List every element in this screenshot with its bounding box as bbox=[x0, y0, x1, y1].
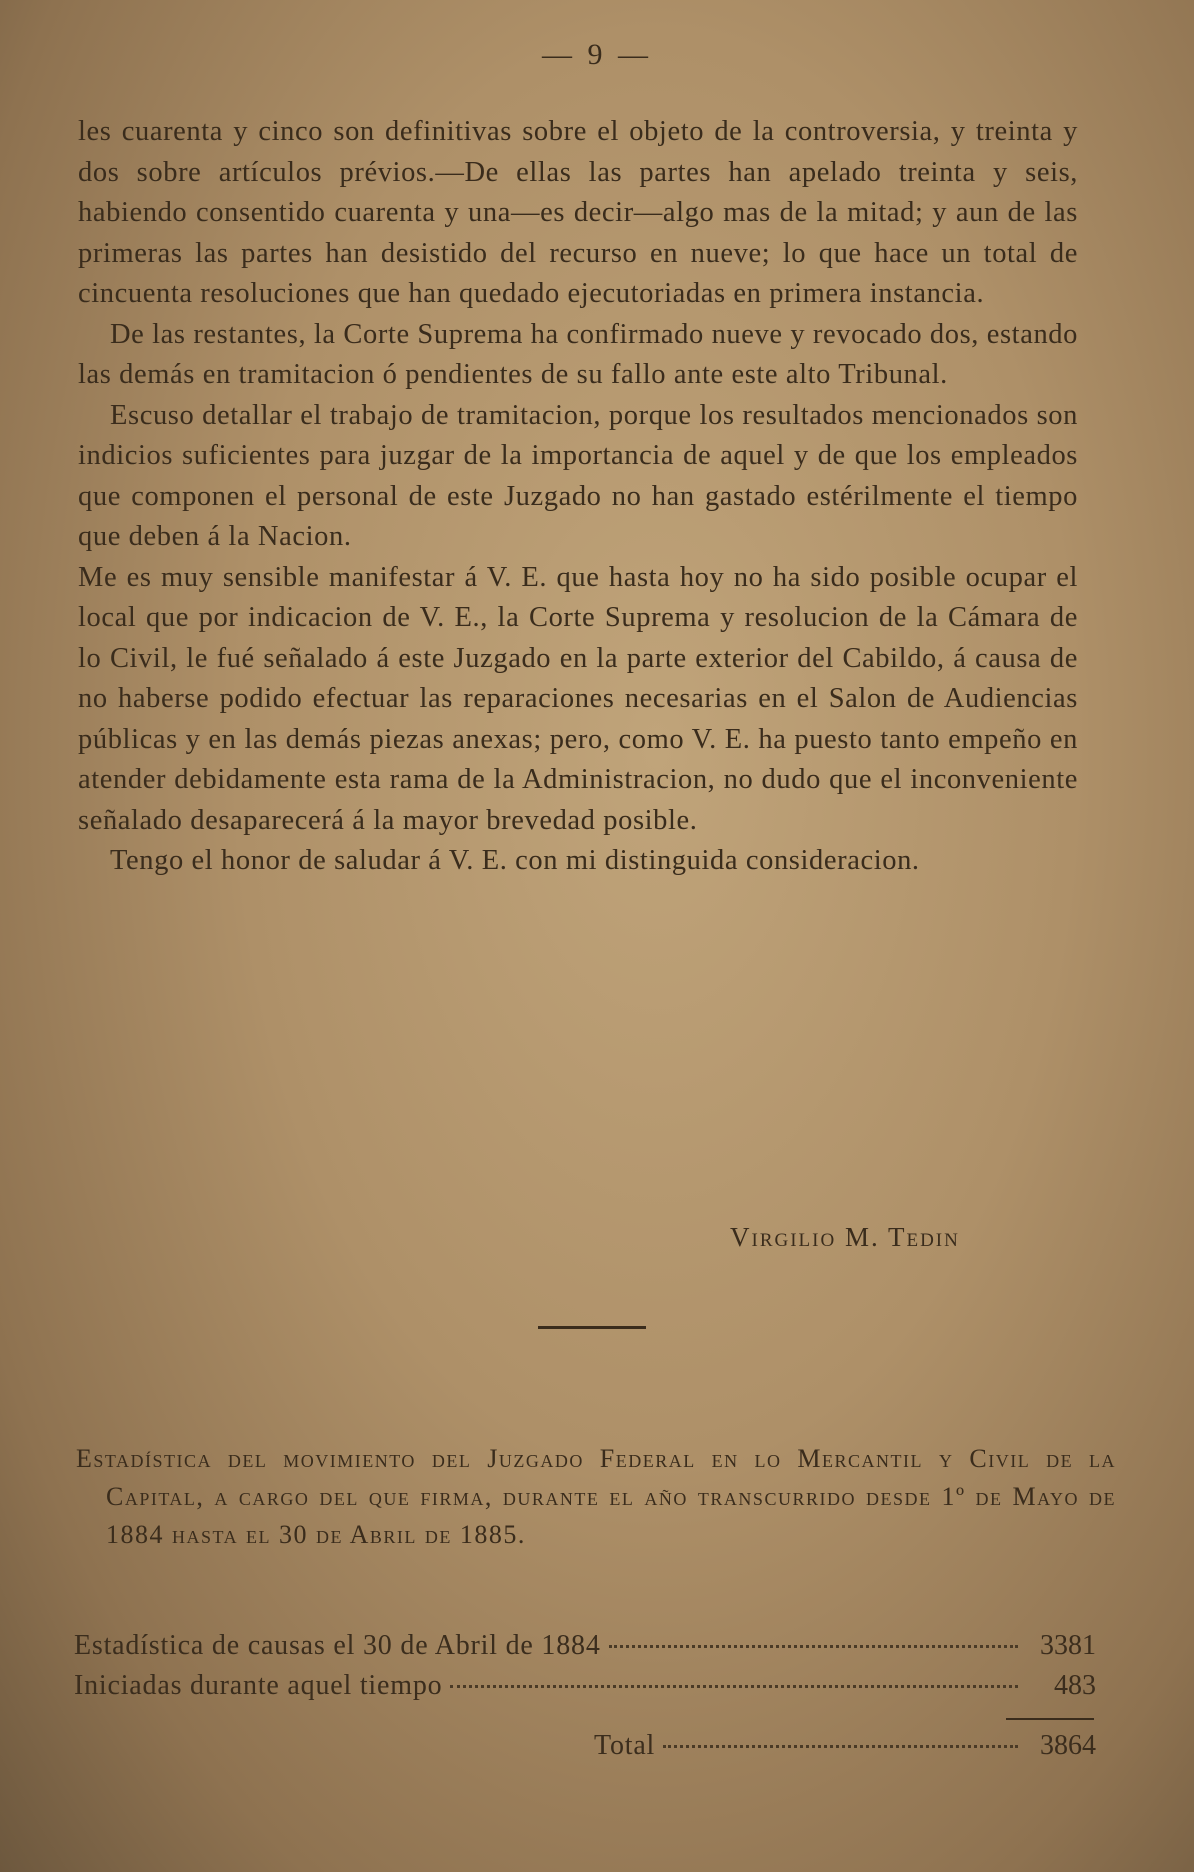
statistics-table bbox=[74, 1630, 1096, 1780]
statistics-row-label: Estadística de causas el 30 de Abril de 1884 bbox=[74, 1630, 601, 1661]
sum-rule bbox=[1006, 1718, 1094, 1720]
statistics-heading: Estadística del movimiento del Juzgado Federal en lo Mercantil y Civil de la Capital, a cargo del que firma, durante el año transcurrido desde 1º de Mayo de 1884 hasta el 30 de Abril de 1885. bbox=[76, 1444, 1116, 1549]
paragraph: Escuso detallar el trabajo de tramitacion, porque los resultados mencionados son indicios suficientes para juzgar de la importancia de aquel y de que los empleados que componen el personal de este Juzgado no han gastado estérilmente el tiempo que deben á la Nacion. bbox=[78, 399, 1078, 552]
statistics-row bbox=[74, 1630, 1096, 1670]
statistics-row-value: 483 bbox=[1054, 1670, 1096, 1701]
paragraph: Tengo el honor de saludar á V. E. con mi distinguida consideracion. bbox=[110, 845, 920, 876]
statistics-row-label: Iniciadas durante aquel tiempo bbox=[74, 1670, 443, 1701]
statistics-total-value: 3864 bbox=[1040, 1730, 1096, 1761]
dot-leader bbox=[663, 1745, 1018, 1748]
section-divider bbox=[538, 1326, 646, 1329]
paragraph: Me es muy sensible manifestar á V. E. que hasta hoy no ha sido posible ocupar el local que por indicacion de V. E., la Corte Suprema y resolucion de la Cámara de lo Civil, le fué señalado á este Juzgado en la parte exterior del Cabildo, á causa de no haberse podido efectuar las reparaciones necesarias en el Salon de Audiencias públicas y en las demás piezas anexas; pero, como V. E. ha puesto tanto empeño en atender debidamente esta rama de la Administracion, no dudo que el inconveniente señalado desaparecerá á la mayor brevedad posible. bbox=[78, 561, 1078, 836]
dot-leader bbox=[450, 1685, 1018, 1688]
paragraph: De las restantes, la Corte Suprema ha confirmado nueve y revocado dos, estando las demás en tramitacion ó pendientes de su fallo ante este alto Tribunal. bbox=[78, 318, 1078, 390]
statistics-row bbox=[74, 1670, 1096, 1710]
signature: Virgilio M. Tedin bbox=[730, 1222, 960, 1252]
dot-leader bbox=[609, 1645, 1018, 1648]
body-text bbox=[78, 112, 1078, 882]
paragraph: les cuarenta y cinco son definitivas sobre el objeto de la controversia, y treinta y dos sobre artículos prévios.—De ellas las partes han apelado treinta y seis, habiendo consentido cuarenta y una—es decir—algo mas de la mitad; y aun de las primeras las partes han desistido del recurso en nueve; lo que hace un total de cincuenta resoluciones que han quedado ejecutoriadas en primera instancia. bbox=[78, 116, 1078, 309]
statistics-total-label: Total bbox=[594, 1730, 656, 1761]
page-number: — 9 — bbox=[542, 38, 652, 71]
statistics-total-row bbox=[74, 1730, 1096, 1780]
statistics-row-value: 3381 bbox=[1040, 1630, 1096, 1661]
